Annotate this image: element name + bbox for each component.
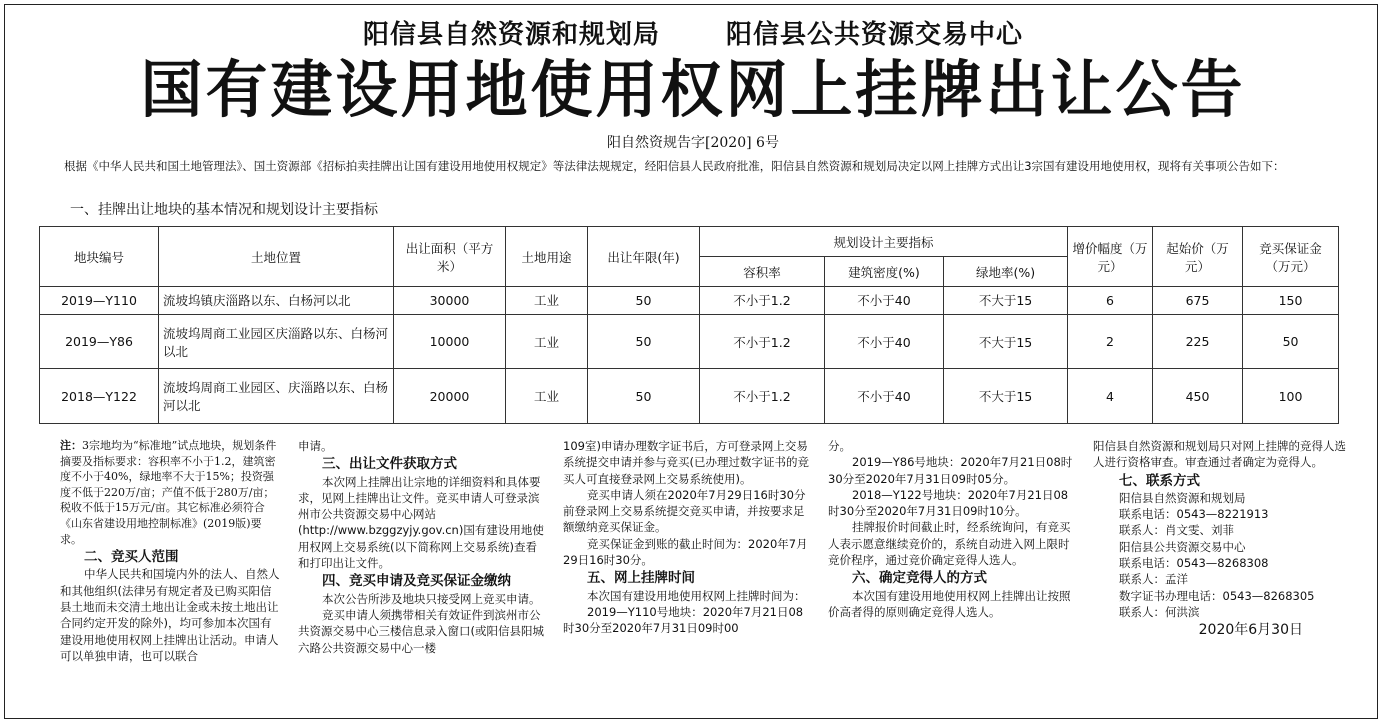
cell-area: 10000 <box>394 314 506 369</box>
cell-location: 流坡坞镇庆淄路以东、白杨河以北 <box>159 287 394 315</box>
header-planning: 规划设计主要指标 <box>700 227 1068 257</box>
section-5-heading: 五、网上挂牌时间 <box>587 570 695 587</box>
cell-location: 流坡坞周商工业园区庆淄路以东、白杨河以北 <box>159 314 394 369</box>
header-use: 土地用途 <box>506 227 588 287</box>
header-deposit: 竞买保证金（万元） <box>1243 227 1339 287</box>
cell-far: 不小于1.2 <box>700 287 825 315</box>
text-column-4 <box>828 438 1076 620</box>
cell-deposit: 150 <box>1243 287 1339 315</box>
cell-far: 不小于1.2 <box>700 369 825 424</box>
header-area: 出让面积（平方米） <box>394 227 506 287</box>
section-5-text: 本次国有建设用地使用权网上挂牌时间为： <box>587 588 806 603</box>
cell-id: 2019—Y86 <box>40 314 159 369</box>
header-increment: 增价幅度（万元） <box>1068 227 1153 287</box>
contact-line: 数字证书办理电话：0543—8268305 <box>1119 588 1315 603</box>
cell-term: 50 <box>588 314 700 369</box>
section-3-heading: 三、出让文件获取方式 <box>322 456 457 473</box>
header-green: 绿地率(%) <box>944 257 1068 287</box>
text-column-3 <box>563 438 811 637</box>
section-2-heading: 二、竞买人范围 <box>84 549 179 566</box>
cell-id: 2019—Y110 <box>40 287 159 315</box>
listing-time-y110: 2019—Y110号地块：2020年7月21日08时30分至2020年7月31日09时00 <box>563 604 804 636</box>
section-4-text-2: 竞买申请人须携带相关有效证件到滨州市公共资源交易中心三楼信息录入窗口(或阳信县阳城六路公共资源交易中心一楼 <box>298 607 544 655</box>
cell-area: 20000 <box>394 369 506 424</box>
cell-location: 流坡坞周商工业园区、庆淄路以东、白杨河以北 <box>159 369 394 424</box>
note-text: 3宗地均为“标准地”试点地块，规划条件摘要及指标要求：容积率不小于1.2，建筑密度不小于40%，绿地率不大于15%；投资强度不低于220万/亩；产值不低于280万/亩；税收不低于15万元/亩。其它标准必须符合《山东省建设用地控制标准》(2019版)要求。 <box>60 439 277 546</box>
section-2-text: 中华人民共和国境内外的法人、自然人和其他组织(法律另有规定者及已购买阳信县土地而未交清土地出让金或未按土地出让合同约定开发的除外)，均可参加本次国有建设用地使用权网上挂牌出让活动。申请人可以单独申请，也可以联合 <box>60 567 280 663</box>
issue-date: 2020年6月30日 <box>1198 622 1303 639</box>
contact-line: 阳信县自然资源和规划局 <box>1119 490 1246 505</box>
agency-header <box>0 14 1386 51</box>
cell-use: 工业 <box>506 287 588 315</box>
header-term: 出让年限(年) <box>588 227 700 287</box>
cell-term: 50 <box>588 287 700 315</box>
bid-deadline-text: 竞买申请人须在2020年7月29日16时30分前登录网上交易系统提交竞买申请，并按要求足额缴纳竞买保证金。 <box>563 487 806 535</box>
section-6-text: 本次国有建设用地使用权网上挂牌出让按照价高者得的原则确定竞得人选人。 <box>828 588 1071 619</box>
contact-line: 联系人：孟洋 <box>1119 572 1188 587</box>
header-parcel-id: 地块编号 <box>40 227 159 287</box>
section-7-heading: 七、联系方式 <box>1119 472 1200 489</box>
cell-deposit: 100 <box>1243 369 1339 424</box>
page-title: 国有建设用地使用权网上挂牌出让公告 <box>140 53 1246 126</box>
paragraph-continuation: 109室)申请办理数字证书后，方可登录网上交易系统提交申请并参与竞买(已办理过数字证书的竞买人可直接登录网上交易系统使用)。 <box>563 439 809 486</box>
paragraph-continuation: 分。 <box>828 439 851 453</box>
contact-line: 联系电话：0543—8221913 <box>1119 507 1269 522</box>
cell-area: 30000 <box>394 287 506 315</box>
text-column-2 <box>298 438 548 656</box>
text-column-1 <box>60 438 282 664</box>
cell-green: 不大于15 <box>944 314 1068 369</box>
section-4-heading: 四、竞买申请及竞买保证金缴纳 <box>322 573 511 590</box>
cell-increment: 4 <box>1068 369 1153 424</box>
listing-time-y122: 2018—Y122号地块：2020年7月21日08时30分至2020年7月31日09时10分。 <box>828 487 1069 519</box>
paragraph-continuation: 阳信县自然资源和规划局只对网上挂牌的竞得人选人进行资格审查。审查通过者确定为竞得人。 <box>1093 439 1346 470</box>
note-label: 注： <box>60 439 82 452</box>
text-column-5 <box>1093 438 1349 639</box>
listing-time-y86: 2019—Y86号地块：2020年7月21日08时30分至2020年7月31日09时05分。 <box>828 455 1073 486</box>
cell-use: 工业 <box>506 369 588 424</box>
section-1-heading: 一、挂牌出让地块的基本情况和规划设计主要指标 <box>70 202 378 218</box>
section-6-heading: 六、确定竞得人的方式 <box>852 570 987 587</box>
table-row <box>40 287 1339 315</box>
header-far: 容积率 <box>700 257 825 287</box>
table-row <box>40 369 1339 424</box>
agency-natural-resources: 阳信县自然资源和规划局 <box>362 20 660 50</box>
cell-density: 不小于40 <box>825 287 944 315</box>
header-location: 土地位置 <box>159 227 394 287</box>
header-start-price: 起始价（万元） <box>1153 227 1243 287</box>
paragraph-continuation: 申请。 <box>298 439 333 453</box>
table-note <box>60 438 282 547</box>
cell-far: 不小于1.2 <box>700 314 825 369</box>
cell-increment: 2 <box>1068 314 1153 369</box>
cell-increment: 6 <box>1068 287 1153 315</box>
section-3-text: 本次网上挂牌出让宗地的详细资料和具体要求，见网上挂牌出让文件。竞买申请人可登录滨州市公共资源交易中心网站(http://www.bzggzyjy.gov.cn)国有建设用地使用权网上交易系统(以下简称网上交易系统)查看和打印出让文件。 <box>298 474 544 571</box>
cell-green: 不大于15 <box>944 287 1068 315</box>
cell-use: 工业 <box>506 314 588 369</box>
contact-line: 阳信县公共资源交易中心 <box>1119 539 1246 554</box>
cell-green: 不大于15 <box>944 369 1068 424</box>
contact-line: 联系人：肖文雯、刘菲 <box>1119 523 1234 538</box>
cell-id: 2018—Y122 <box>40 369 159 424</box>
parcel-table <box>39 226 1339 424</box>
intro-paragraph: 根据《中华人民共和国土地管理法》、国土资源部《招标拍卖挂牌出让国有建设用地使用权规定》等法律法规规定，经阳信县人民政府批准，阳信县自然资源和规划局决定以网上挂牌方式出让3宗国有建设用地使用权，现将有关事项公告如下： <box>64 159 1285 173</box>
auction-rule-text: 挂牌报价时间截止时，经系统询问，有竞买人表示愿意继续竞价的，系统自动进入网上限时竞价程序，通过竞价确定竞得人选人。 <box>828 520 1071 568</box>
header-density: 建筑密度(%) <box>825 257 944 287</box>
cell-start-price: 675 <box>1153 287 1243 315</box>
cell-start-price: 450 <box>1153 369 1243 424</box>
contact-line: 联系电话：0543—8268308 <box>1119 556 1269 571</box>
contact-line: 联系人：何洪滨 <box>1119 604 1200 619</box>
cell-density: 不小于40 <box>825 369 944 424</box>
cell-deposit: 50 <box>1243 314 1339 369</box>
agency-trading-center: 阳信县公共资源交易中心 <box>726 20 1024 50</box>
section-4-text-1: 本次公告所涉及地块只接受网上竞买申请。 <box>322 591 541 606</box>
table-row <box>40 314 1339 369</box>
document-number: 阳自然资规告字[2020] 6号 <box>607 135 779 151</box>
cell-term: 50 <box>588 369 700 424</box>
cell-start-price: 225 <box>1153 314 1243 369</box>
deposit-deadline-text: 竞买保证金到账的截止时间为：2020年7月29日16时30分。 <box>563 536 808 568</box>
cell-density: 不小于40 <box>825 314 944 369</box>
